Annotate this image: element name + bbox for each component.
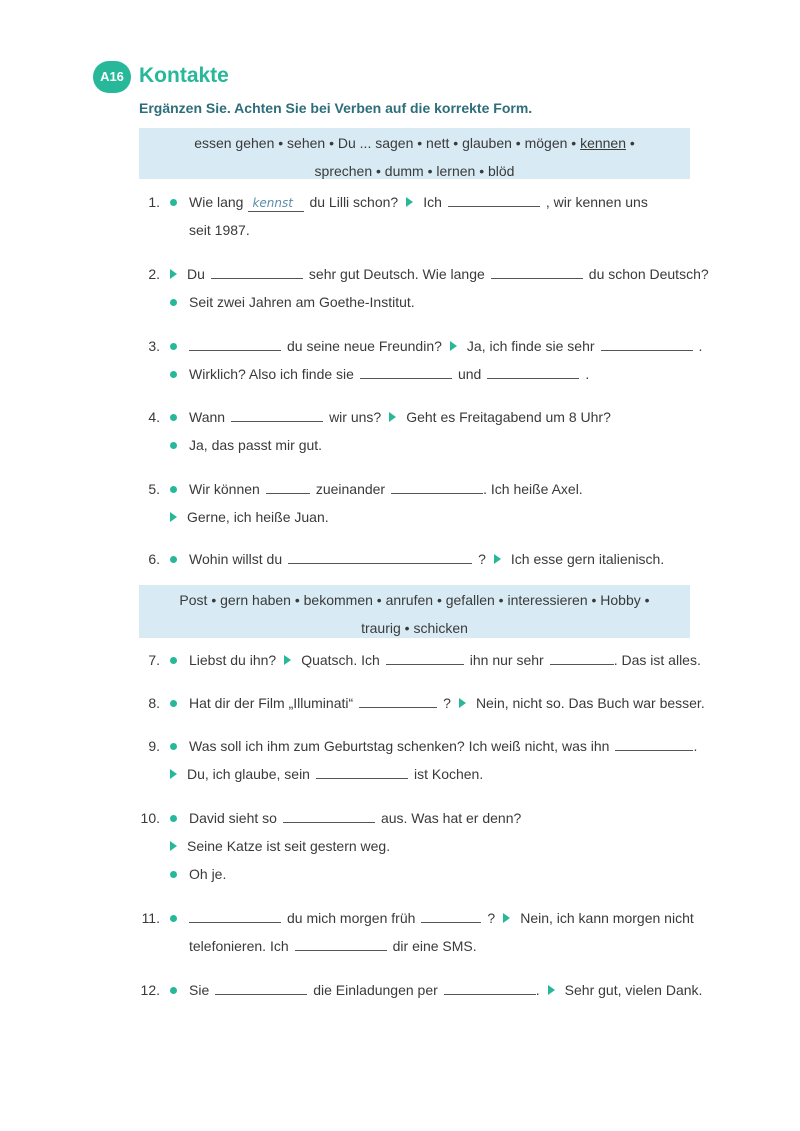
word-list-text: essen gehen • sehen • Du ... sagen • nett • glauben • mögen •: [194, 135, 581, 151]
text: Ja, ich finde sie sehr: [466, 338, 595, 354]
text: Nein, nicht so. Das Buch war besser.: [475, 695, 705, 711]
blank-field[interactable]: [601, 336, 693, 351]
text: telefonieren. Ich: [189, 938, 289, 954]
text: David sieht so: [189, 810, 277, 826]
exercise-4-line-2: [170, 431, 322, 459]
text: Quatsch. Ich: [301, 652, 380, 668]
bullet-icon: [170, 442, 177, 449]
bullet-icon: [170, 556, 177, 563]
exercise-1-line-1: [170, 188, 648, 216]
exercise-number: 5.: [148, 481, 160, 497]
text: Wie lang: [189, 194, 244, 210]
exercise-10-line-1: [170, 804, 521, 832]
exercise-8-line-1: [170, 689, 705, 717]
text: Sie: [189, 982, 210, 998]
blank-field[interactable]: [231, 407, 323, 422]
text: ihn nur sehr: [469, 652, 544, 668]
text: und: [457, 366, 482, 382]
exercise-number: 1.: [148, 194, 160, 210]
text: .: [698, 338, 703, 354]
text: Geht es Freitagabend um 8 Uhr?: [406, 409, 611, 425]
exercise-number: 2.: [148, 266, 160, 282]
exercise-number: 3.: [148, 338, 160, 354]
blank-field[interactable]: [283, 808, 375, 823]
text: Seine Katze ist seit gestern weg.: [187, 838, 391, 854]
text: Liebst du ihn?: [189, 652, 277, 668]
text: ?: [443, 695, 451, 711]
exercise-4-line-1: [170, 403, 611, 431]
exercise-number: 9.: [148, 738, 160, 754]
text: ist Kochen.: [413, 766, 484, 782]
blank-field[interactable]: [444, 980, 536, 995]
exercise-number: 11.: [141, 910, 160, 926]
exercise-10-line-3: [170, 860, 226, 888]
text: Gerne, ich heiße Juan.: [187, 509, 329, 525]
blank-field[interactable]: [215, 980, 307, 995]
bullet-icon: [170, 414, 177, 421]
blank-field[interactable]: [615, 736, 693, 751]
word-box-2-line-1: Post • gern haben • bekommen • anrufen • gefallen • interessieren • Hobby •: [179, 592, 650, 608]
exercise-10-line-2: [170, 832, 390, 860]
text: Oh je.: [189, 866, 227, 882]
used-word: kennen: [580, 135, 627, 151]
exercise-11-line-1: [170, 904, 694, 932]
blank-field[interactable]: [316, 764, 408, 779]
blank-field[interactable]: [550, 650, 614, 665]
text: .: [693, 738, 698, 754]
text: die Einladungen per: [313, 982, 438, 998]
exercise-11-line-2: [189, 932, 477, 960]
text: Was soll ich ihm zum Geburtstag schenken? Ich weiß nicht, was ihn: [189, 738, 610, 754]
text: wir uns?: [329, 409, 382, 425]
bullet-icon: [170, 915, 177, 922]
text: . Das ist alles.: [613, 652, 701, 668]
arrow-icon: [389, 412, 396, 422]
bullet-icon: [170, 299, 177, 306]
blank-field[interactable]: [189, 908, 281, 923]
text: Ja, das passt mir gut.: [189, 437, 323, 453]
word-box-1: [139, 128, 690, 179]
instruction-text: Ergänzen Sie. Achten Sie bei Verben auf die korrekte Form.: [139, 100, 533, 116]
exercise-3-line-2: [170, 360, 589, 388]
blank-field[interactable]: [386, 650, 464, 665]
blank-field[interactable]: [189, 336, 281, 351]
arrow-icon: [284, 655, 291, 665]
arrow-icon: [503, 913, 510, 923]
blank-field[interactable]: [211, 264, 303, 279]
bullet-icon: [170, 987, 177, 994]
arrow-icon: [494, 554, 501, 564]
exercise-1-line-2: seit 1987.: [189, 222, 250, 238]
bullet-icon: [170, 343, 177, 350]
text: Nein, ich kann morgen nicht: [520, 910, 694, 926]
text: Wir können: [189, 481, 260, 497]
exercise-number: 8.: [148, 695, 160, 711]
exercise-number: 7.: [148, 652, 160, 668]
exercise-number: 10.: [140, 810, 160, 826]
exercise-2-line-2: [170, 288, 415, 316]
text: zueinander: [315, 481, 386, 497]
bullet-icon: [170, 700, 177, 707]
exercise-5-line-1: [170, 475, 583, 503]
text: du seine neue Freundin?: [287, 338, 442, 354]
blank-field[interactable]: [391, 479, 483, 494]
text: Du, ich glaube, sein: [187, 766, 310, 782]
text: .: [535, 982, 540, 998]
text: , wir kennen uns: [545, 194, 648, 210]
bullet-icon: [170, 657, 177, 664]
exercise-7-line-1: [170, 646, 701, 674]
arrow-icon: [450, 341, 457, 351]
exercise-12-line-1: [170, 976, 702, 1004]
bullet-icon: [170, 871, 177, 878]
word-box-2-line-2: traurig • schicken: [361, 620, 468, 636]
blank-field[interactable]: [421, 908, 481, 923]
blank-field[interactable]: [288, 549, 472, 564]
text: Du: [187, 266, 205, 282]
bullet-icon: [170, 815, 177, 822]
arrow-icon: [170, 841, 177, 851]
exercise-badge: A16: [93, 61, 131, 93]
text: Wann: [189, 409, 226, 425]
text: du mich morgen früh: [287, 910, 416, 926]
text: Wohin willst du: [189, 551, 283, 567]
text: Ich esse gern italienisch.: [510, 551, 665, 567]
text: Seit zwei Jahren am Goethe-Institut.: [189, 294, 415, 310]
arrow-icon: [170, 269, 177, 279]
word-box-2: [139, 585, 690, 638]
exercise-5-line-2: [170, 503, 329, 531]
arrow-icon: [548, 985, 555, 995]
exercise-number: 4.: [148, 409, 160, 425]
bullet-icon: [170, 199, 177, 206]
exercise-3-line-1: [170, 332, 702, 360]
exercise-6-line-1: [170, 545, 664, 573]
text: Wirklich? Also ich finde sie: [189, 366, 354, 382]
blank-field[interactable]: [491, 264, 583, 279]
arrow-icon: [459, 698, 466, 708]
exercise-number: 12.: [140, 982, 160, 998]
text: ?: [478, 551, 486, 567]
bullet-icon: [170, 486, 177, 493]
blank-field[interactable]: [266, 479, 310, 494]
bullet-icon: [170, 371, 177, 378]
word-box-1-line-2: sprechen • dumm • lernen • blöd: [314, 163, 515, 179]
blank-field[interactable]: [359, 693, 437, 708]
text: ?: [487, 910, 496, 926]
text: aus. Was hat er denn?: [380, 810, 522, 826]
text: du Lilli schon?: [309, 194, 399, 210]
text: du schon Deutsch?: [588, 266, 709, 282]
text: Sehr gut, vielen Dank.: [564, 982, 703, 998]
text: Ich: [423, 194, 442, 210]
blank-field[interactable]: [360, 364, 452, 379]
text: .: [585, 366, 590, 382]
exercise-9-line-1: [170, 732, 697, 760]
text: . Ich heiße Axel.: [483, 481, 583, 497]
bullet-icon: [170, 743, 177, 750]
arrow-icon: [406, 197, 413, 207]
word-box-1-line-1: [139, 129, 690, 157]
page-title: Kontakte: [139, 64, 229, 87]
text: dir eine SMS.: [392, 938, 477, 954]
blank-field[interactable]: [448, 192, 540, 207]
exercise-number: 6.: [148, 551, 160, 567]
arrow-icon: [170, 769, 177, 779]
exercise-9-line-2: [170, 760, 483, 788]
text: sehr gut Deutsch. Wie lange: [308, 266, 485, 282]
word-list-tail: •: [626, 135, 635, 151]
blank-field[interactable]: [487, 364, 579, 379]
exercise-2-line-1: [170, 260, 709, 288]
blank-field[interactable]: [295, 936, 387, 951]
text: Hat dir der Film „Illuminati“: [189, 695, 354, 711]
arrow-icon: [170, 512, 177, 522]
answer-example: kennst: [248, 195, 304, 212]
